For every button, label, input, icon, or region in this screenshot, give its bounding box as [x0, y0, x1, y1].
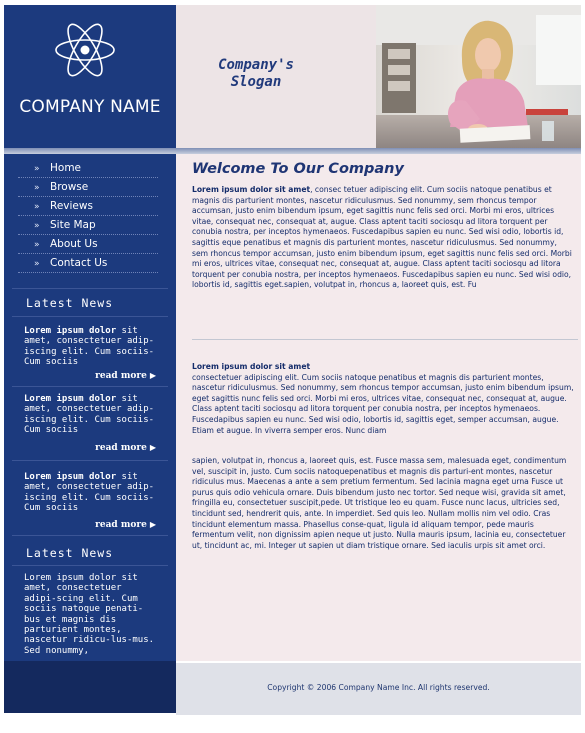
sidebar-divider	[12, 288, 168, 289]
sidebar	[4, 154, 176, 661]
nav-label[interactable]: Home	[50, 162, 82, 174]
nav-item-home[interactable]	[18, 159, 158, 178]
main-navigation	[18, 159, 158, 273]
copyright-text: Copyright © 2006 Company Name Inc. All rights reserved.	[267, 683, 490, 692]
nav-item-contact-us[interactable]	[18, 254, 158, 273]
news-item	[24, 326, 159, 368]
triangle-right-icon: ▶	[149, 442, 156, 452]
footer	[176, 661, 581, 715]
triangle-right-icon: ▶	[149, 370, 156, 380]
company-name: COMPANY NAME	[19, 97, 161, 117]
read-more-label[interactable]: read more	[95, 520, 147, 530]
sidebar-divider	[12, 565, 168, 566]
woman-writing-photo	[376, 5, 581, 148]
double-chevron-icon: »	[34, 259, 40, 269]
double-chevron-icon: »	[34, 240, 40, 250]
nav-label[interactable]: Site Map	[50, 219, 96, 231]
triangle-right-icon: ▶	[149, 519, 156, 529]
intro-paragraph	[192, 185, 574, 291]
slogan-box	[176, 5, 376, 148]
read-more-link[interactable]	[95, 519, 156, 530]
nav-item-about-us[interactable]	[18, 235, 158, 254]
double-chevron-icon: »	[34, 221, 40, 231]
intro-text: , consec tetuer adipiscing elit. Cum sociis natoque penatibus et magnis dis parturient montes, nascetur ridiculusmus. Sed nonummy, sem rhoncus tempor accumsan, justo enim bibendum ipsum, eget sagittis nunc felis sed orci. Morbi mi eros, ultrices vitae, consequat nec, consequat at, augue. Class aptent taciti sociosqu ad litora torquent per conubia nostra, per inceptos hymenaeos. Fuscedapibus sapien eu nunc. Sed wisi odio, lobortis id, sagittis eque penatibus et magnis dis parturient montes, nascetur ridiculusmus. Sed nonummy, sem rhoncus tempor accumsan, justo enim bibendum ipsum, eget sagittis nunc felis sed orci. Morbi mi eros, ultrices vitae, consequat nec, consequat at, augue. Class aptent taciti sociosqu ad litora torquent per conubia nostra, per inceptos hymenaeos. Fuscedapibus sapien eu nunc. Sed wisi odio, lobortis id, sagittis eget.sapien, volutpat in, rhoncus a, laoreet quis, est. Fu	[192, 185, 572, 290]
read-more-link[interactable]	[95, 370, 156, 381]
double-chevron-icon: »	[34, 183, 40, 193]
atom-icon	[52, 15, 118, 85]
double-chevron-icon: »	[34, 202, 40, 212]
main-content	[176, 154, 581, 661]
nav-label[interactable]: Reviews	[50, 200, 93, 212]
news-item-text: sit amet, consectetuer adip-iscing elit. Cum sociis-Cum sociis	[24, 472, 155, 514]
nav-label[interactable]: About Us	[50, 238, 98, 250]
sidebar-divider	[12, 535, 168, 536]
news-text-block: Lorem ipsum dolor sit amet, consectetuer adipi-scing elit. Cum sociis natoque penati-bus et magnis dis parturient montes, nascetur ridicu-lus-mus. Sed nonummy,	[24, 573, 155, 656]
body-paragraph: sapien, volutpat in, rhoncus a, laoreet quis, est. Fusce massa sem, malesuada eget, condimentum vel, suscipit in, justo. Cum sociis natoquepenatibus et magnis dis parturi-ent montes, nascetur ridiculus mus. Maecenas a ante a sem pretium fermentum. Sed lacinia magna eget urna Fusce ut purus quis odio vehicula ornare. Duis bibendum justo nec tortor. Sed neque wisi, gravida sit amet, fringilla eu, consectetuer suscipit,pede. Ut tristique leo eu quam. Fusce nunc lacus, ultricies sed, tincidunt sed, hendrerit quis, ante. In imperdiet. Sed quis leo. Nullam mollis nim vel odio. Cras tincidunt elementum massa. Phasellus conse-quat, ligula id aliquam tempor, pede mauris fermentum velit, non dignissim apien neque ut justo. Nulla mauris ipsum, lacinia eu, consectetuer ut, tincidunt ac, mi. Integer ut sapien ut diam tristique ornare. Sed iaculis urpis sit amet orci.	[192, 456, 567, 550]
sidebar-divider	[12, 386, 168, 387]
nav-label[interactable]: Contact Us	[50, 257, 108, 269]
news-item-title: Lorem ipsum dolor	[24, 326, 117, 336]
content-divider	[192, 339, 578, 340]
sidebar-divider	[12, 316, 168, 317]
sidebar-divider	[12, 460, 168, 461]
read-more-label[interactable]: read more	[95, 443, 147, 453]
read-more-link[interactable]	[95, 442, 156, 453]
nav-item-reviews[interactable]	[18, 197, 158, 216]
section-lead: Lorem ipsum dolor sit amet	[192, 362, 311, 371]
nav-item-site-map[interactable]	[18, 216, 158, 235]
page-title: Welcome To Our Company	[192, 161, 404, 177]
sidebar-footer	[4, 661, 176, 713]
news-item	[24, 394, 159, 436]
news-item-text: sit amet, consectetuer adip-iscing elit. Cum sociis-Cum sociis	[24, 394, 155, 436]
news-item-title: Lorem ipsum dolor	[24, 472, 117, 482]
latest-news-heading: Latest News	[26, 296, 114, 310]
logo-box[interactable]	[4, 5, 176, 148]
section-text: consectetuer adipiscing elit. Cum sociis natoque penatibus et magnis dis parturient montes, nascetur ridiculusmus. Sed nonummy, sem rhoncus tempor accumsan, justo enim bibendum ipsum, eget sagittis nunc felis sed orci. Morbi mi eros, ultrices vitae, consequat nec, consequat at, augue. Class aptent taciti sociosqu ad litora torquent per conubia nostra, per inceptos hymenaeos. Fuscedapibus sapien eu nunc. Sed wisi odio, lobortis id, sagittis eget, semper accumsan, augue. Etiam et augue. In viverra semper eros. Nunc diam	[192, 372, 574, 435]
double-chevron-icon: »	[34, 164, 40, 174]
latest-news-heading-2: Latest News	[26, 546, 114, 560]
news-item	[24, 472, 159, 514]
nav-item-browse[interactable]	[18, 178, 158, 197]
intro-lead: Lorem ipsum dolor sit amet	[192, 185, 311, 194]
page	[4, 5, 581, 713]
nav-label[interactable]: Browse	[50, 181, 89, 193]
news-item-text: sit amet, consectetuer adip-iscing elit. Cum sociis-Cum sociis	[24, 326, 155, 368]
section-paragraph	[192, 362, 574, 436]
news-item-title: Lorem ipsum dolor	[24, 394, 117, 404]
header-photo	[376, 5, 581, 148]
company-slogan: Company's Slogan	[218, 57, 294, 90]
read-more-label[interactable]: read more	[95, 371, 147, 381]
